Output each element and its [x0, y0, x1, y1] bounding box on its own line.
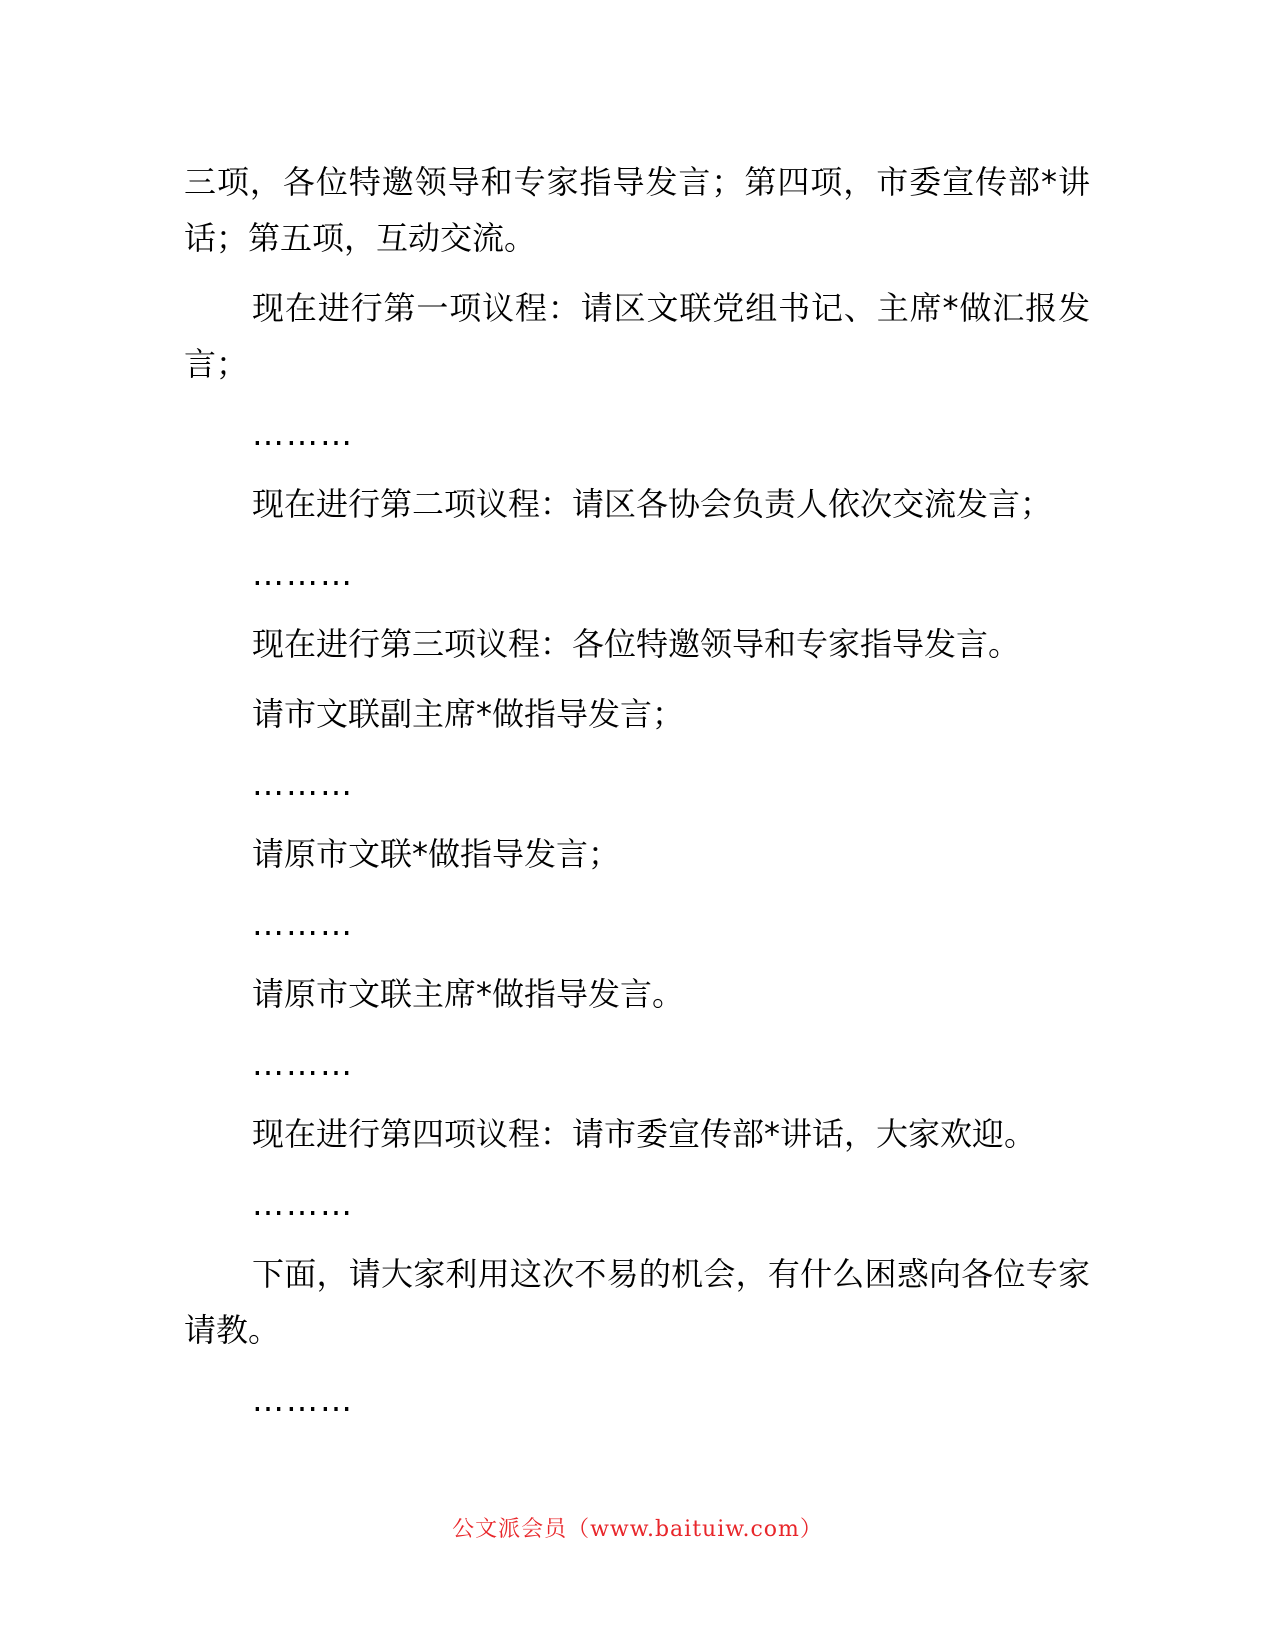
paragraph-speaker-former-official: 请原市文联*做指导发言；	[252, 835, 621, 873]
paragraph-ellipsis: ………	[252, 415, 354, 453]
paragraph-agenda-item-3: 现在进行第三项议程：各位特邀领导和专家指导发言。	[252, 625, 1021, 663]
paragraph-agenda-item-4: 现在进行第四项议程：请市委宣传部*讲话，大家欢迎。	[252, 1115, 1037, 1153]
paragraph-speaker-former-chair: 请原市文联主席*做指导发言。	[252, 975, 685, 1013]
paragraph-interaction: 下面，请大家利用这次不易的机会，有什么困惑向各位专家请教。	[184, 1255, 1090, 1349]
paragraph-ellipsis: ………	[252, 765, 354, 803]
footer-watermark-link[interactable]: 公文派会员（www.baituiw.com）	[452, 1517, 823, 1542]
paragraph-ellipsis: ………	[252, 1045, 354, 1083]
paragraph-ellipsis: ………	[252, 1185, 354, 1223]
document-body	[184, 154, 1090, 1442]
paragraph-ellipsis: ………	[252, 1381, 354, 1419]
paragraph-agenda-summary: 三项，各位特邀领导和专家指导发言；第四项，市委宣传部*讲话；第五项，互动交流。	[184, 163, 1090, 257]
paragraph-agenda-item-1: 现在进行第一项议程：请区文联党组书记、主席*做汇报发言；	[184, 289, 1090, 383]
paragraph-ellipsis: ………	[252, 905, 354, 943]
paragraph-agenda-item-2: 现在进行第二项议程：请区各协会负责人依次交流发言；	[252, 485, 1053, 523]
paragraph-speaker-vice-chair: 请市文联副主席*做指导发言；	[252, 695, 685, 733]
paragraph-ellipsis: ………	[252, 555, 354, 593]
